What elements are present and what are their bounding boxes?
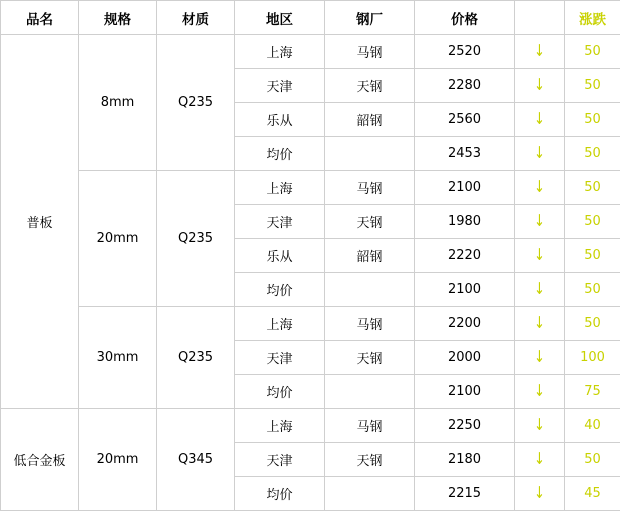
change-cell: 50 (565, 307, 620, 341)
trend-down-icon (515, 69, 565, 103)
column-header-change: 涨跌 (565, 1, 620, 35)
header-row (1, 1, 620, 35)
trend-down-icon (515, 307, 565, 341)
mill-cell: 天钢 (325, 205, 415, 239)
spec-cell: 20mm (79, 409, 157, 511)
table-header (1, 1, 620, 35)
change-cell: 50 (565, 171, 620, 205)
mill-cell (325, 375, 415, 409)
arrow-down-glyph: ↓ (534, 383, 545, 399)
price-cell: 2180 (415, 443, 515, 477)
change-cell: 50 (565, 35, 620, 69)
arrow-down-glyph: ↓ (534, 179, 545, 195)
trend-down-icon (515, 375, 565, 409)
change-cell: 50 (565, 443, 620, 477)
region-cell: 上海 (235, 409, 325, 443)
mill-cell: 天钢 (325, 69, 415, 103)
change-cell: 50 (565, 205, 620, 239)
trend-down-icon (515, 35, 565, 69)
product-name-cell: 普板 (1, 35, 79, 409)
price-cell: 2215 (415, 477, 515, 511)
arrow-down-glyph: ↓ (534, 417, 545, 433)
arrow-down-glyph: ↓ (534, 247, 545, 263)
change-cell: 40 (565, 409, 620, 443)
column-header-spec: 规格 (79, 1, 157, 35)
column-header-price: 价格 (415, 1, 515, 35)
mill-cell (325, 137, 415, 171)
price-cell: 2520 (415, 35, 515, 69)
mill-cell: 韶钢 (325, 103, 415, 137)
trend-down-icon (515, 103, 565, 137)
region-cell: 天津 (235, 69, 325, 103)
column-header-material: 材质 (157, 1, 235, 35)
change-cell: 50 (565, 69, 620, 103)
region-cell: 均价 (235, 273, 325, 307)
change-cell: 45 (565, 477, 620, 511)
arrow-down-glyph: ↓ (534, 281, 545, 297)
mill-cell: 马钢 (325, 35, 415, 69)
mill-cell: 韶钢 (325, 239, 415, 273)
table-row (1, 35, 620, 69)
column-header-arrow (515, 1, 565, 35)
column-header-mill: 钢厂 (325, 1, 415, 35)
trend-down-icon (515, 341, 565, 375)
price-cell: 2100 (415, 273, 515, 307)
change-cell: 50 (565, 103, 620, 137)
mill-cell: 天钢 (325, 341, 415, 375)
table-row (1, 409, 620, 443)
region-cell: 乐从 (235, 103, 325, 137)
table-row (1, 307, 620, 341)
price-cell: 1980 (415, 205, 515, 239)
material-cell: Q345 (157, 409, 235, 511)
material-cell: Q235 (157, 307, 235, 409)
region-cell: 均价 (235, 477, 325, 511)
price-cell: 2250 (415, 409, 515, 443)
price-cell: 2280 (415, 69, 515, 103)
spec-cell: 30mm (79, 307, 157, 409)
trend-down-icon (515, 239, 565, 273)
price-cell: 2000 (415, 341, 515, 375)
spec-cell: 20mm (79, 171, 157, 307)
change-cell: 50 (565, 137, 620, 171)
arrow-down-glyph: ↓ (534, 349, 545, 365)
mill-cell: 马钢 (325, 171, 415, 205)
region-cell: 上海 (235, 307, 325, 341)
table-body (1, 35, 620, 511)
price-cell: 2100 (415, 171, 515, 205)
region-cell: 上海 (235, 35, 325, 69)
product-name-cell: 低合金板 (1, 409, 79, 511)
arrow-down-glyph: ↓ (534, 315, 545, 331)
arrow-down-glyph: ↓ (534, 485, 545, 501)
material-cell: Q235 (157, 171, 235, 307)
arrow-down-glyph: ↓ (534, 111, 545, 127)
mill-cell: 天钢 (325, 443, 415, 477)
arrow-down-glyph: ↓ (534, 213, 545, 229)
table-row (1, 171, 620, 205)
change-cell: 100 (565, 341, 620, 375)
column-header-region: 地区 (235, 1, 325, 35)
price-cell: 2453 (415, 137, 515, 171)
price-cell: 2220 (415, 239, 515, 273)
mill-cell: 马钢 (325, 409, 415, 443)
arrow-down-glyph: ↓ (534, 451, 545, 467)
price-cell: 2200 (415, 307, 515, 341)
region-cell: 天津 (235, 443, 325, 477)
arrow-down-glyph: ↓ (534, 145, 545, 161)
trend-down-icon (515, 273, 565, 307)
region-cell: 天津 (235, 341, 325, 375)
change-cell: 50 (565, 273, 620, 307)
spec-cell: 8mm (79, 35, 157, 171)
trend-down-icon (515, 205, 565, 239)
trend-down-icon (515, 409, 565, 443)
price-cell: 2560 (415, 103, 515, 137)
change-cell: 50 (565, 239, 620, 273)
mill-cell: 马钢 (325, 307, 415, 341)
region-cell: 均价 (235, 137, 325, 171)
column-header-name: 品名 (1, 1, 79, 35)
change-cell: 75 (565, 375, 620, 409)
arrow-down-glyph: ↓ (534, 43, 545, 59)
material-cell: Q235 (157, 35, 235, 171)
mill-cell (325, 273, 415, 307)
price-cell: 2100 (415, 375, 515, 409)
trend-down-icon (515, 443, 565, 477)
region-cell: 乐从 (235, 239, 325, 273)
trend-down-icon (515, 171, 565, 205)
arrow-down-glyph: ↓ (534, 77, 545, 93)
region-cell: 天津 (235, 205, 325, 239)
region-cell: 上海 (235, 171, 325, 205)
region-cell: 均价 (235, 375, 325, 409)
trend-down-icon (515, 137, 565, 171)
